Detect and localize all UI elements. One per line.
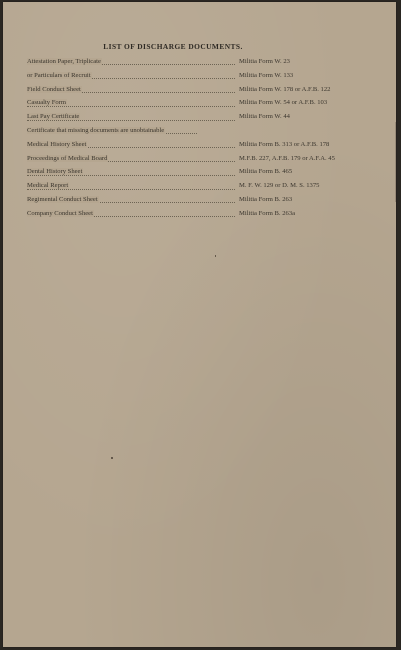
form-reference: M.F.B. 227, A.F.B. 179 or A.F.A. 45 [239,154,335,162]
list-item [27,127,362,141]
document-name: Field Conduct Sheet [27,85,81,93]
list-item [27,141,362,155]
document-name: Certificate that missing documents are unobtainable [27,126,165,134]
form-reference: Militia Form B. 465 [239,168,293,176]
document-name: Dental History Sheet [27,168,83,176]
list-item [27,113,362,127]
form-reference: Militia Form B. 263a [239,209,296,217]
paper-speck [215,255,216,257]
form-reference: Militia Form W. 133 [239,71,294,79]
document-name: Medical History Sheet [27,140,87,148]
document-title: LIST OF DISCHARGE DOCUMENTS. [103,42,243,51]
document-name: Last Pay Certificate [27,113,80,121]
document-name: Company Conduct Sheet [27,209,93,217]
document-name: Casualty Form [27,99,67,107]
list-item [27,99,362,113]
form-reference: Militia Form B. 313 or A.F.B. 178 [239,140,330,148]
discharge-documents-list [27,58,362,224]
document-page [3,2,396,647]
document-name: Proceedings of Medical Board [27,154,108,162]
paper-speck [111,457,113,459]
form-reference: Militia Form W. 178 or A.F.B. 122 [239,85,331,93]
form-reference: Militia Form W. 23 [239,58,290,65]
list-item [27,155,362,169]
paper-crease [395,122,396,202]
document-name: or Particulars of Recruit [27,71,91,79]
list-item [27,72,362,86]
list-item [27,182,362,196]
list-item [27,86,362,100]
document-name: Medical Report [27,182,69,190]
document-name: Regimental Conduct Sheet [27,195,98,203]
list-item [27,196,362,210]
form-reference: M. F. W. 129 or D. M. S. 1375 [239,182,320,190]
form-reference: Militia Form W. 44 [239,113,290,121]
document-name: Attestation Paper, Triplicate [27,58,101,65]
form-reference: Militia Form B. 263 [239,195,293,203]
form-reference: Militia Form W. 54 or A.F.B. 103 [239,99,328,107]
list-item [27,58,362,72]
list-item [27,210,362,224]
list-item [27,168,362,182]
